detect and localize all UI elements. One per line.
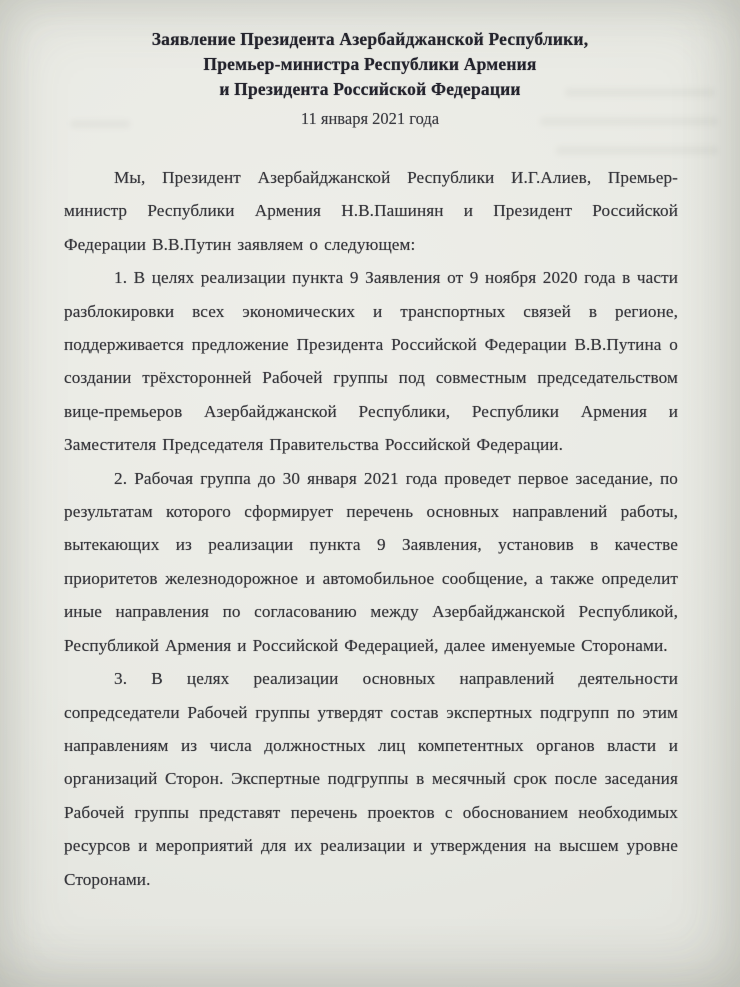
paragraph-item-3: 3. В целях реализации основных направлений деятельности сопредседатели Рабочей группы утвердят состав экспертных подгрупп по этим направлениям из числа должностных лиц компетентных органов власти и организаций Сторон. Экспертные подгруппы в месячный срок после заседания Рабочей группы представят перечень проектов с обоснованием необходимых ресурсов и мероприятий для их реализации и утверждения на высшем уровне Сторонами.: [64, 669, 678, 889]
bleed-through-artifact: [556, 146, 718, 155]
document-title-line-1: Заявление Президента Азербайджанской Республики,: [151, 29, 589, 49]
document-header: [0, 0, 740, 129]
document-body: [64, 161, 678, 896]
paragraph-item-1: 1. В целях реализации пункта 9 Заявления от 9 ноября 2020 года в части разблокировки всех экономических и транспортных связей в регионе, поддерживается предложение Президента Российской Федерации В.В.Путина о создании трёхсторонней Рабочей группы под совместным председательством вице-премьеров Азербайджанской Республики, Республики Армения и Заместителя Председателя Правительства Российской Федерации.: [64, 268, 678, 455]
document-title-line-3: и Президента Российской Федерации: [219, 79, 521, 99]
paragraph-item-2: 2. Рабочая группа до 30 января 2021 года проведет первое заседание, по результатам которого сформирует перечень основных направлений работы, вытекающих из реализации пункта 9 Заявления, установив в качестве приоритетов железнодорожное и автомобильное сообщение, а также определит иные направления по согласованию между Азербайджанской Республикой, Республикой Армения и Российской Федерацией, далее именуемые Сторонами.: [64, 468, 678, 655]
document-title-line-2: Премьер-министра Республики Армения: [203, 54, 537, 74]
paragraph-preamble: Мы, Президент Азербайджанской Республики И.Г.Алиев, Премьер-министр Республики Армения Н.В.Пашинян и Президент Российской Федерации В.В.Путин заявляем о следующем:: [64, 168, 678, 254]
document-date: 11 января 2021 года: [300, 109, 440, 128]
